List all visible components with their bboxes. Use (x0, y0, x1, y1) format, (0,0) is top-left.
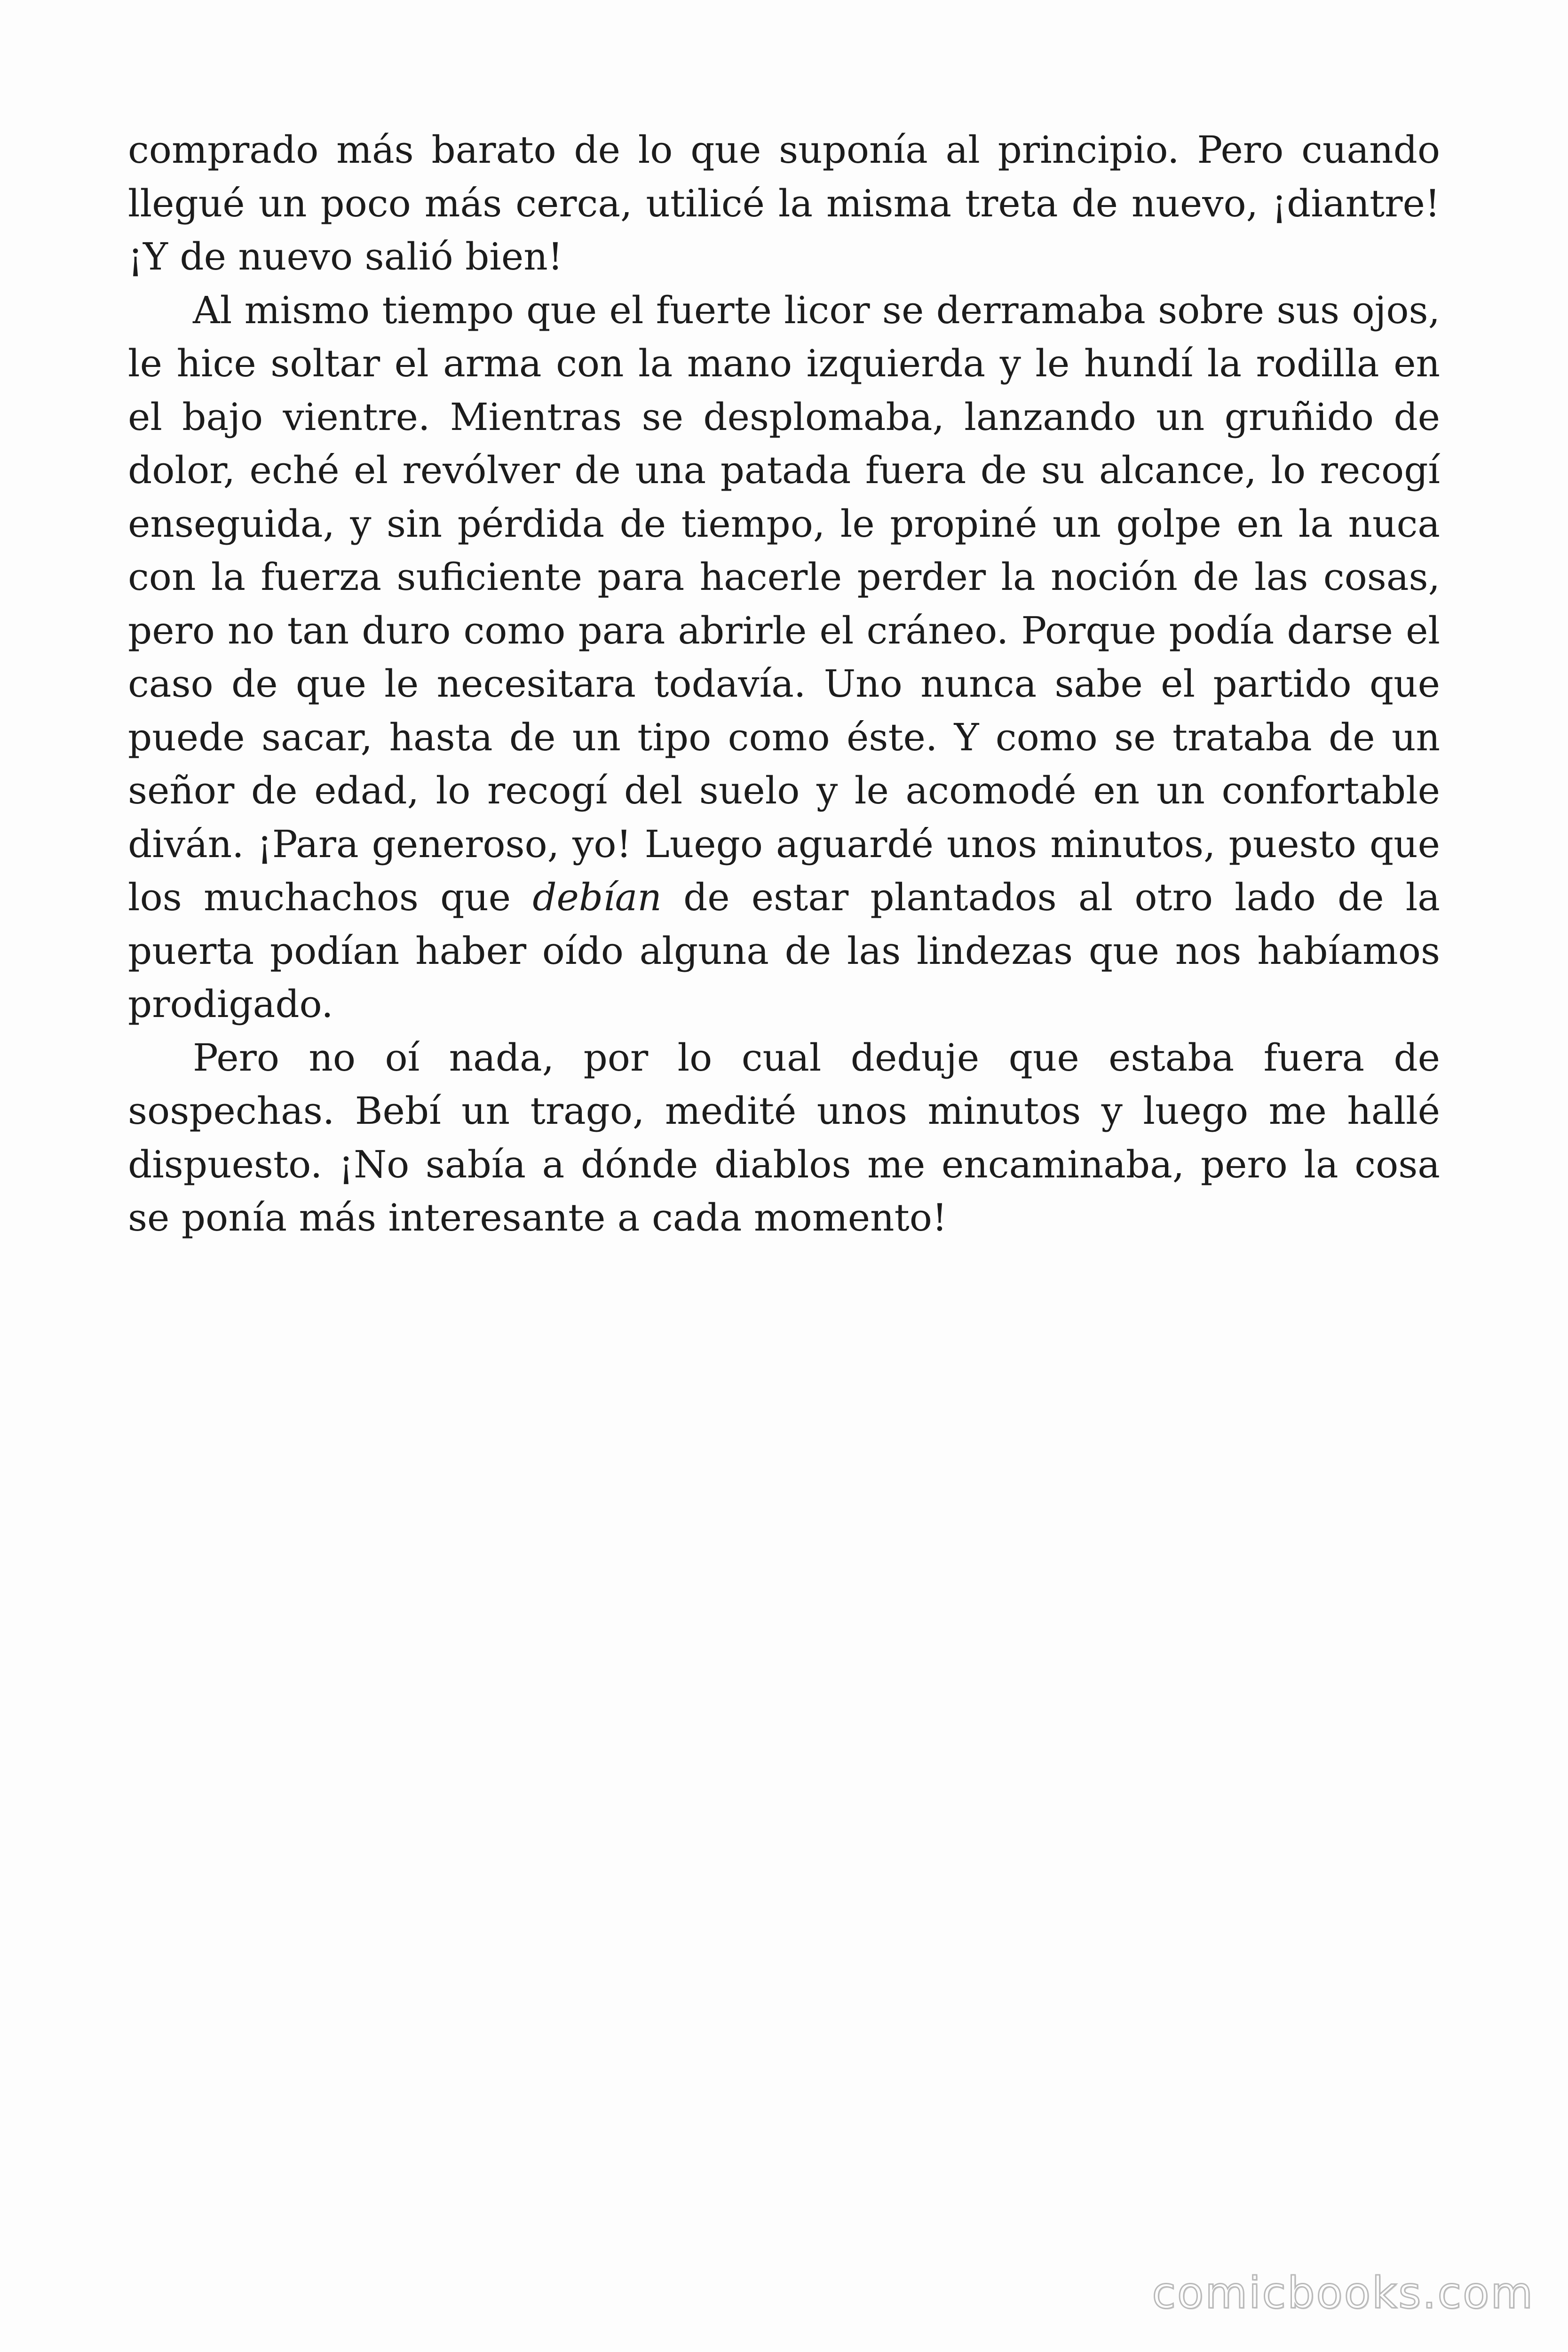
body-text (128, 123, 1440, 1245)
watermark-logo (1152, 2268, 1534, 2318)
watermark-text: comicbooks.com (1152, 2268, 1534, 2318)
paragraph-1 (128, 123, 1440, 284)
paragraph-1-text: comprado más barato de lo que suponía al principio. Pero cuando llegué un poco más cerca, utilicé la misma treta de nuevo, ¡diantre! ¡Y de nuevo salió bien! (128, 128, 1440, 278)
paragraph-2-text-b: de estar plantados al otro lado de la puerta podían haber oído alguna de las lindezas que nos habíamos prodigado. (128, 875, 1441, 1026)
paragraph-2 (128, 284, 1440, 1031)
paragraph-3 (128, 1031, 1440, 1245)
paragraph-3-text: Pero no oí nada, por lo cual deduje que estaba fuera de sospechas. Bebí un trago, medité unos minutos y luego me hallé dispuesto. ¡No sabía a dónde diablos me encaminaba, pero la cosa se ponía más interesante a cada momento! (128, 1035, 1440, 1240)
paragraph-2-text-a: Al mismo tiempo que el fuerte licor se derramaba sobre sus ojos, le hice soltar el arma con la mano izquierda y le hundí la rodilla en el bajo vientre. Mientras se desplomaba, lanzando un gruñido de dolor, eché el revólver de una patada fuera de su alcance, lo recogí enseguida, y sin pérdida de tiempo, le propiné un golpe en la nuca con la fuerza suficiente para hacerle perder la noción de las cosas, pero no tan duro como para abrirle el cráneo. Porque podía darse el caso de que le necesitara todavía. Uno nunca sabe el partido que puede sacar, hasta de un tipo como éste. Y como se trataba de un señor de edad, lo recogí del suelo y le acomodé en un confortable diván. ¡Para generoso, yo! Luego aguardé unos minutos, puesto que los muchachos que (128, 288, 1440, 919)
paragraph-2-emphasis: debían (532, 875, 662, 919)
